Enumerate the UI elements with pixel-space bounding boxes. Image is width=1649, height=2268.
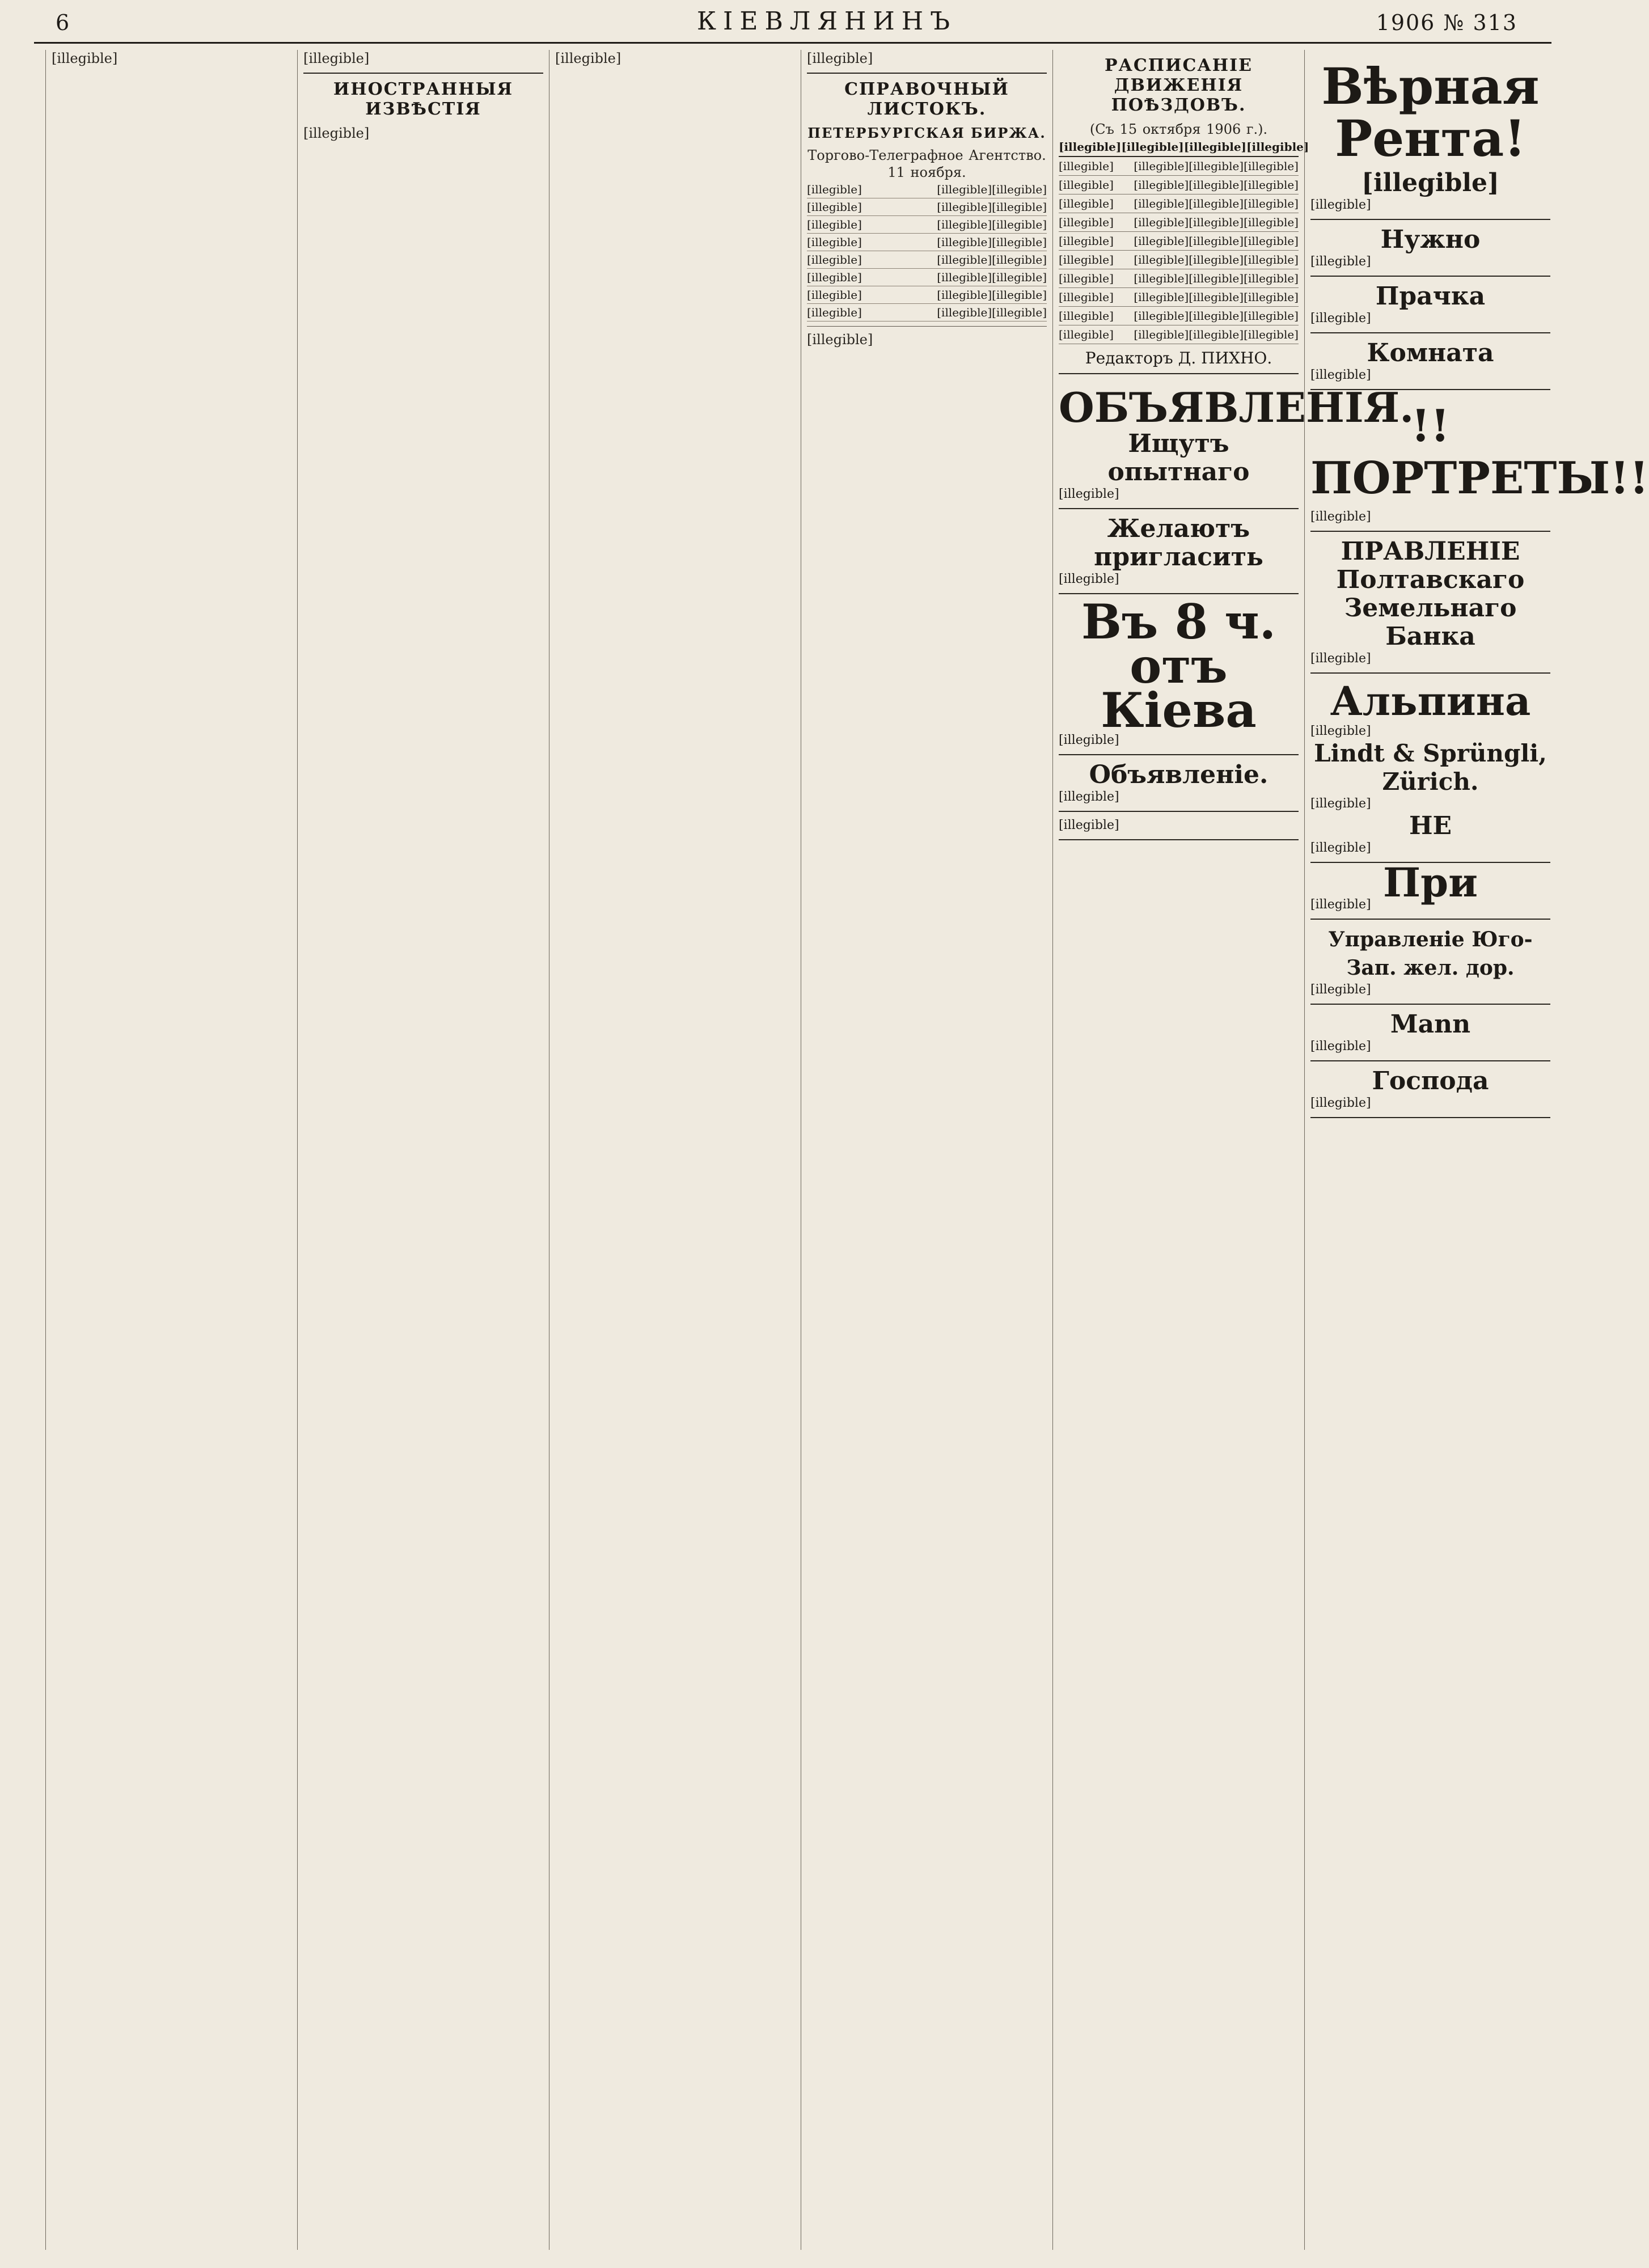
market-cell: [illegible]	[937, 288, 992, 302]
newspaper-title: КІЕВЛЯНИНЪ	[696, 7, 957, 36]
table-row	[1059, 251, 1299, 269]
lindt-title: Lindt & Sprüngli, Zürich.	[1314, 739, 1547, 796]
market-cell: [illegible]	[992, 306, 1047, 319]
market-cell: [illegible]	[937, 200, 992, 214]
column-3	[549, 50, 801, 2250]
divider	[1059, 373, 1299, 374]
table-row	[1059, 307, 1299, 325]
column-1	[45, 50, 297, 2250]
table-row	[1059, 269, 1299, 288]
market-cell: [illegible]	[992, 288, 1047, 302]
table-cell: [illegible]	[1244, 234, 1299, 248]
masthead	[34, 6, 1551, 44]
table-cell: [illegible]	[1059, 253, 1114, 266]
market-cell: [illegible]	[992, 270, 1047, 284]
market-heading: СПРАВОЧНЫЙ ЛИСТОКЪ.	[844, 79, 1009, 119]
market-subheading: ПЕТЕРБУРГСКАЯ БИРЖА.	[807, 125, 1046, 141]
market-agency: Торгово-Телеграфное Агентство.	[807, 147, 1046, 163]
search-text: [illegible]	[1059, 487, 1119, 501]
table-cell: [illegible]	[1059, 290, 1114, 304]
table-cell: [illegible]	[1134, 309, 1189, 323]
market-cell: [illegible]	[807, 235, 862, 249]
market-cell: [illegible]	[807, 183, 862, 196]
rent-ad-title: Вѣрная Рента!	[1321, 57, 1540, 168]
schedule-subtitle: (Съ 15 октября 1906 г.).	[1089, 121, 1268, 137]
market-cell: [illegible]	[807, 306, 862, 319]
column-6	[1304, 50, 1649, 2250]
market-cell: [illegible]	[807, 200, 862, 214]
gospoda-text: [illegible]	[1310, 1096, 1371, 1110]
divider	[807, 73, 1047, 74]
market-table	[807, 181, 1047, 321]
editor-line: Редакторъ Д. ПИХНО.	[1085, 349, 1272, 367]
table-row	[1059, 288, 1299, 307]
train-schedule-table	[1059, 138, 1309, 344]
issue-number: 1906 № 313	[1376, 10, 1517, 35]
market-row	[807, 269, 1047, 286]
board-title: ПРАВЛЕНІЕ Полтавскаго Земельнаго Банка	[1336, 537, 1525, 651]
table-header-cell: [illegible]	[1183, 140, 1247, 154]
market-cell: [illegible]	[937, 253, 992, 266]
table-cell: [illegible]	[1059, 328, 1114, 341]
table-cell: [illegible]	[1244, 215, 1299, 229]
rent-ad-text: [illegible]	[1310, 198, 1371, 212]
board-text: [illegible]	[1310, 651, 1371, 666]
search-heading: Ищутъ опытнаго	[1107, 429, 1250, 486]
market-cell: [illegible]	[937, 183, 992, 196]
notice-text: [illegible]	[1059, 790, 1119, 804]
column-2	[297, 50, 549, 2250]
market-row	[807, 234, 1047, 251]
market-cell: [illegible]	[992, 183, 1047, 196]
table-cell: [illegible]	[1059, 197, 1114, 210]
table-cell: [illegible]	[1134, 197, 1189, 210]
column-5	[1052, 50, 1414, 2250]
komnata-text: [illegible]	[1310, 368, 1371, 382]
invite-heading: Желаютъ пригласить	[1094, 514, 1263, 572]
portrait-text: [illegible]	[1310, 510, 1371, 524]
table-cell: [illegible]	[1189, 234, 1244, 248]
market-row	[807, 251, 1047, 269]
table-row	[1059, 232, 1299, 251]
prachka-text: [illegible]	[1310, 311, 1371, 325]
market-cell: [illegible]	[937, 218, 992, 231]
market-cell: [illegible]	[807, 253, 862, 266]
ne-title: НЕ	[1409, 811, 1452, 840]
pri-text: [illegible]	[1310, 898, 1371, 912]
komnata-title: Комната	[1367, 338, 1494, 367]
table-cell: [illegible]	[1189, 328, 1244, 341]
table-cell: [illegible]	[1244, 178, 1299, 192]
table-cell: [illegible]	[1059, 234, 1114, 248]
market-cell: [illegible]	[992, 200, 1047, 214]
table-cell: [illegible]	[1244, 197, 1299, 210]
announcements-heading: ОБЪЯВЛЕНІЯ.	[1059, 383, 1414, 431]
table-header-cell: [illegible]	[1059, 140, 1122, 154]
table-cell: [illegible]	[1189, 253, 1244, 266]
table-header-row	[1059, 138, 1309, 157]
nuzhno-title: Нужно	[1380, 225, 1481, 254]
column-1-text: [illegible]	[52, 50, 118, 66]
market-row	[807, 181, 1047, 198]
railway-text: [illegible]	[1310, 983, 1371, 997]
market-row	[807, 216, 1047, 234]
table-cell: [illegible]	[1134, 234, 1189, 248]
column-4	[801, 50, 1052, 2250]
schedule-title: РАСПИСАНІЕ ДВИЖЕНІЯ ПОѢЗДОВЪ.	[1104, 56, 1253, 115]
table-cell: [illegible]	[1134, 290, 1189, 304]
divider	[807, 326, 1047, 327]
column-2-text-bottom: [illegible]	[303, 125, 370, 141]
market-row	[807, 286, 1047, 304]
column-4-text-top: [illegible]	[807, 50, 873, 66]
table-cell: [illegible]	[1059, 178, 1114, 192]
market-cell: [illegible]	[807, 288, 862, 302]
table-row	[1059, 157, 1299, 176]
invite-text: [illegible]	[1059, 572, 1119, 586]
table-cell: [illegible]	[1189, 290, 1244, 304]
foreign-news-heading: ИНОСТРАННЫЯ ИЗВѢСТІЯ	[333, 79, 514, 119]
lindt-text: [illegible]	[1310, 797, 1371, 811]
table-cell: [illegible]	[1134, 159, 1189, 173]
market-cell: [illegible]	[992, 253, 1047, 266]
market-cell: [illegible]	[937, 270, 992, 284]
table-cell: [illegible]	[1189, 309, 1244, 323]
market-cell: [illegible]	[937, 306, 992, 319]
prachka-title: Прачка	[1375, 282, 1486, 311]
table-cell: [illegible]	[1189, 159, 1244, 173]
divider	[303, 73, 543, 74]
ne-text: [illegible]	[1310, 841, 1371, 855]
table-cell: [illegible]	[1189, 215, 1244, 229]
market-cell: [illegible]	[937, 235, 992, 249]
column-3-text: [illegible]	[555, 50, 621, 66]
eight-heading: Въ 8 ч. отъ Кіева	[1081, 594, 1276, 738]
notice-heading: Объявленіе.	[1089, 760, 1269, 789]
market-cell: [illegible]	[992, 218, 1047, 231]
table-cell: [illegible]	[1244, 328, 1299, 341]
table-header-cell: [illegible]	[1121, 140, 1184, 154]
mann-title: Mann	[1390, 1010, 1471, 1039]
table-cell: [illegible]	[1189, 197, 1244, 210]
table-cell: [illegible]	[1244, 253, 1299, 266]
table-cell: [illegible]	[1134, 178, 1189, 192]
table-header-cell: [illegible]	[1246, 140, 1309, 154]
mann-text: [illegible]	[1310, 1039, 1371, 1053]
market-cell: [illegible]	[992, 235, 1047, 249]
table-row	[1059, 176, 1299, 194]
market-cell: [illegible]	[807, 270, 862, 284]
table-row	[1059, 213, 1299, 232]
table-cell: [illegible]	[1134, 215, 1189, 229]
table-cell: [illegible]	[1059, 215, 1114, 229]
eight-text: [illegible]	[1059, 733, 1119, 747]
market-cell: [illegible]	[807, 218, 862, 231]
table-cell: [illegible]	[1059, 309, 1114, 323]
table-cell: [illegible]	[1189, 272, 1244, 285]
table-cell: [illegible]	[1134, 328, 1189, 341]
column-4-text-bottom: [illegible]	[807, 332, 873, 348]
market-row	[807, 304, 1047, 321]
table-cell: [illegible]	[1244, 309, 1299, 323]
railway-title: Управленіе Юго-Зап. жел. дор.	[1328, 928, 1533, 980]
nuzhno-text: [illegible]	[1310, 255, 1371, 269]
table-cell: [illegible]	[1134, 272, 1189, 285]
market-row	[807, 198, 1047, 216]
table-cell: [illegible]	[1134, 253, 1189, 266]
table-cell: [illegible]	[1189, 178, 1244, 192]
table-cell: [illegible]	[1244, 272, 1299, 285]
market-date: 11 ноября.	[887, 164, 966, 180]
rent-ad-subtitle: [illegible]	[1362, 168, 1499, 197]
alpina-title: Альпина	[1330, 678, 1531, 725]
pri-title: При	[1383, 859, 1478, 906]
alpina-text: [illegible]	[1310, 724, 1371, 738]
table-cell: [illegible]	[1244, 290, 1299, 304]
table-cell: [illegible]	[1059, 272, 1114, 285]
table-row	[1059, 325, 1299, 344]
table-cell: [illegible]	[1059, 159, 1114, 173]
gospoda-title: Господа	[1372, 1067, 1489, 1095]
table-cell: [illegible]	[1244, 159, 1299, 173]
misc-text: [illegible]	[1059, 818, 1119, 832]
table-row	[1059, 194, 1299, 213]
column-2-text-top: [illegible]	[303, 50, 370, 66]
page-number: 6	[56, 10, 70, 35]
portrait-title: !!ПОРТРЕТЫ!!	[1310, 400, 1649, 504]
